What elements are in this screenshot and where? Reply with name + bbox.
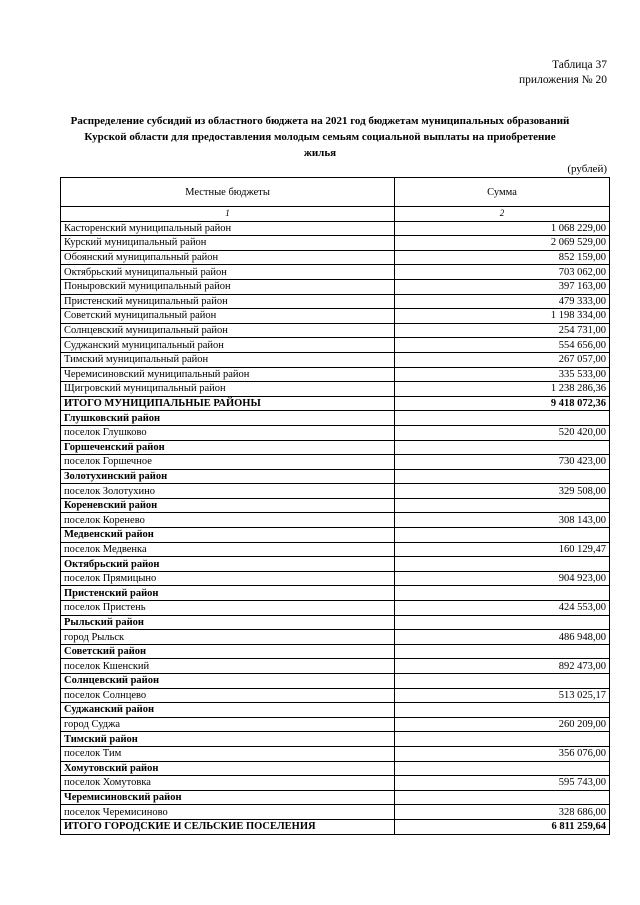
table-body [61,221,610,834]
district-group-row [61,498,610,513]
budget-name-cell: город Рыльск [61,630,395,645]
amount-cell: 852 159,00 [395,250,610,265]
amount-cell: 904 923,00 [395,571,610,586]
budget-name-cell: Хомутовский район [61,761,395,776]
amount-cell [395,674,610,689]
table-row [61,352,610,367]
amount-cell: 254 731,00 [395,323,610,338]
amount-cell [395,615,610,630]
amount-cell [395,703,610,718]
amount-cell [395,732,610,747]
amount-cell [395,469,610,484]
budget-name-cell: Рыльский район [61,615,395,630]
budget-name-cell: поселок Прямицыно [61,571,395,586]
budget-name-cell: Касторенский муниципальный район [61,221,395,236]
budget-name-cell: Глушковский район [61,411,395,426]
amount-cell: 335 533,00 [395,367,610,382]
district-group-row [61,440,610,455]
table-row [61,513,610,528]
district-group-row [61,644,610,659]
table-row [61,425,610,440]
district-group-row [61,586,610,601]
budget-name-cell: Курский муниципальный район [61,236,395,251]
table-row [61,484,610,499]
table-row [61,294,610,309]
total-row [61,396,610,411]
table-row [61,776,610,791]
budget-name-cell: поселок Глушково [61,425,395,440]
district-group-row [61,674,610,689]
amount-cell: 6 811 259,64 [395,819,610,834]
table-row [61,746,610,761]
amount-cell: 1 198 334,00 [395,309,610,324]
table-row [61,338,610,353]
table-row [61,382,610,397]
table-row [61,717,610,732]
amount-cell [395,411,610,426]
budget-name-cell: Солнцевский муниципальный район [61,323,395,338]
district-group-row [61,703,610,718]
amount-cell: 2 069 529,00 [395,236,610,251]
total-row [61,819,610,834]
amount-cell [395,498,610,513]
budget-name-cell: Советский муниципальный район [61,309,395,324]
district-group-row [61,469,610,484]
budget-name-cell: поселок Кшенский [61,659,395,674]
budget-name-cell: поселок Солнцево [61,688,395,703]
amount-cell [395,440,610,455]
table-row [61,805,610,820]
table-row [61,367,610,382]
budget-name-cell: Черемисиновский район [61,790,395,805]
amount-cell: 356 076,00 [395,746,610,761]
appendix-label: приложения № 20 [519,74,607,86]
amount-cell: 595 743,00 [395,776,610,791]
budget-name-cell: Пристенский муниципальный район [61,294,395,309]
budget-name-cell: Горшеченский район [61,440,395,455]
district-group-row [61,411,610,426]
table-row [61,236,610,251]
amount-cell: 730 423,00 [395,455,610,470]
table-number-label: Таблица 37 [552,59,607,71]
amount-cell [395,528,610,543]
table-row [61,309,610,324]
budget-name-cell: Советский район [61,644,395,659]
budget-name-cell: поселок Пристень [61,601,395,616]
budget-name-cell: Суджанский район [61,703,395,718]
budget-name-cell: Кореневский район [61,498,395,513]
budget-name-cell: поселок Медвенка [61,542,395,557]
amount-cell [395,586,610,601]
amount-cell: 308 143,00 [395,513,610,528]
column-header-budgets: Местные бюджеты [61,178,395,207]
table-row [61,688,610,703]
amount-cell: 1 068 229,00 [395,221,610,236]
column-index-2: 2 [395,207,610,222]
budget-name-cell: ИТОГО ГОРОДСКИЕ И СЕЛЬСКИЕ ПОСЕЛЕНИЯ [61,819,395,834]
amount-cell: 479 333,00 [395,294,610,309]
table-row [61,630,610,645]
district-group-row [61,557,610,572]
amount-cell: 703 062,00 [395,265,610,280]
budget-name-cell: Обоянский муниципальный район [61,250,395,265]
amount-cell: 513 025,17 [395,688,610,703]
document-title: Распределение субсидий из областного бюджета на 2021 год бюджетам муниципальных образований Курской области для предоставления молодым семьям социальной выплаты на приобретение жилья [70,115,570,159]
table-row [61,455,610,470]
column-index-row [61,207,610,222]
budget-name-cell: ИТОГО МУНИЦИПАЛЬНЫЕ РАЙОНЫ [61,396,395,411]
budget-name-cell: Пристенский район [61,586,395,601]
amount-cell: 486 948,00 [395,630,610,645]
subsidy-table [60,177,610,835]
table-header-row [61,178,610,207]
district-group-row [61,761,610,776]
budget-name-cell: Октябрьский район [61,557,395,572]
budget-name-cell: Золотухинский район [61,469,395,484]
district-group-row [61,732,610,747]
budget-name-cell: Суджанский муниципальный район [61,338,395,353]
budget-name-cell: город Суджа [61,717,395,732]
amount-cell [395,644,610,659]
units-label: (рублей) [567,163,607,175]
district-group-row [61,615,610,630]
table-row [61,601,610,616]
budget-name-cell: Щигровский муниципальный район [61,382,395,397]
budget-name-cell: поселок Коренево [61,513,395,528]
table-row [61,323,610,338]
amount-cell [395,557,610,572]
amount-cell: 267 057,00 [395,352,610,367]
budget-name-cell: поселок Горшечное [61,455,395,470]
district-group-row [61,528,610,543]
amount-cell: 424 553,00 [395,601,610,616]
budget-name-cell: поселок Тим [61,746,395,761]
budget-name-cell: поселок Черемисиново [61,805,395,820]
budget-name-cell: Солнцевский район [61,674,395,689]
budget-name-cell: поселок Золотухино [61,484,395,499]
budget-name-cell: Тимский муниципальный район [61,352,395,367]
district-group-row [61,790,610,805]
amount-cell: 520 420,00 [395,425,610,440]
amount-cell [395,790,610,805]
amount-cell: 892 473,00 [395,659,610,674]
table-row [61,571,610,586]
table-row [61,279,610,294]
amount-cell: 260 209,00 [395,717,610,732]
amount-cell [395,761,610,776]
budget-name-cell: Поныровский муниципальный район [61,279,395,294]
amount-cell: 329 508,00 [395,484,610,499]
amount-cell: 1 238 286,36 [395,382,610,397]
amount-cell: 554 656,00 [395,338,610,353]
budget-name-cell: Черемисиновский муниципальный район [61,367,395,382]
budget-name-cell: Медвенский район [61,528,395,543]
table-row [61,659,610,674]
amount-cell: 397 163,00 [395,279,610,294]
table-row [61,221,610,236]
budget-name-cell: Тимский район [61,732,395,747]
column-header-amount: Сумма [395,178,610,207]
budget-name-cell: поселок Хомутовка [61,776,395,791]
table-row [61,250,610,265]
table-row [61,542,610,557]
amount-cell: 160 129,47 [395,542,610,557]
column-index-1: 1 [61,207,395,222]
budget-name-cell: Октябрьский муниципальный район [61,265,395,280]
amount-cell: 9 418 072,36 [395,396,610,411]
table-row [61,265,610,280]
amount-cell: 328 686,00 [395,805,610,820]
